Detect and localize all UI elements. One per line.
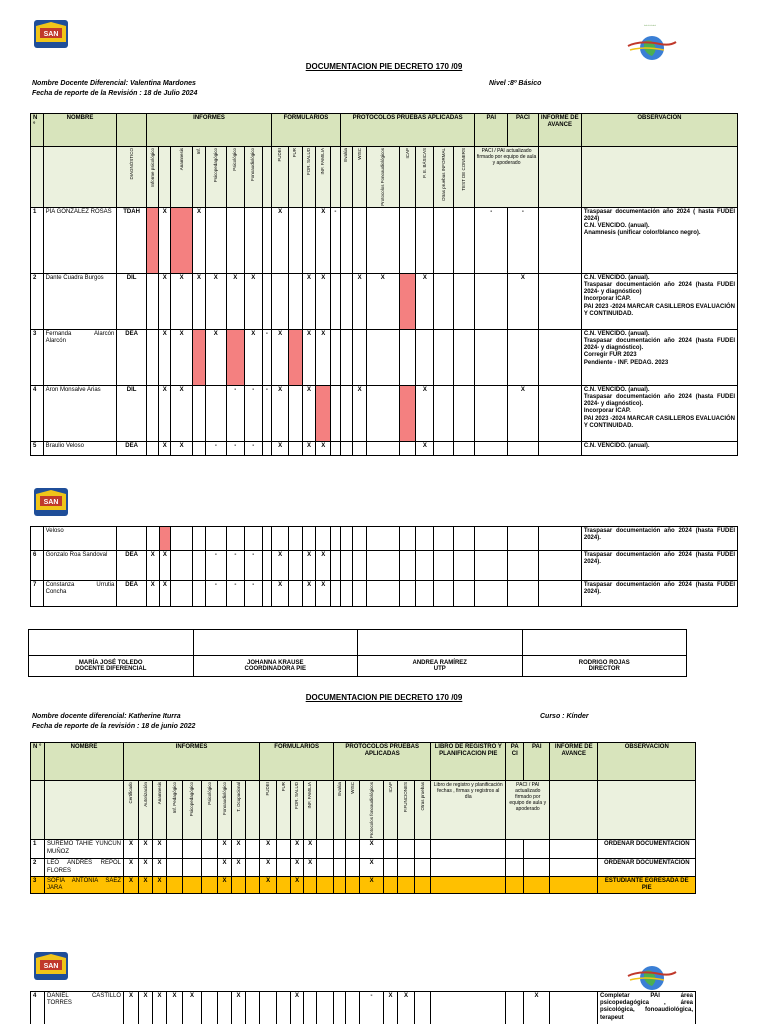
cell: X xyxy=(272,207,289,273)
student-name: DANIEL CASTILLO TORRES xyxy=(45,992,124,1024)
cell: X xyxy=(291,840,304,859)
cell: X xyxy=(366,273,399,329)
documentation-table-2: N ° NOMBRE INFORMES FORMULARIOS PROTOCOLOS PRUEBAS APLICADAS LIBRO DE REGISTRO Y PLANIFICACION PIE PA CI PAI INFORME DE AVANCE OBSERVACIÓN Certificado Autorización Anamnesis Inf. Pedagógico Psicopedagógico Psicológico Fonoaudiológico T. Ocupacional FUDEI FUR FOR. SALUD INF. FAMILIA Evalúa WISC Protocolos fonoaudiológicos ICAP P.FUNCIONES Otras pruebas Libro de registro y planificación fechas , firmas y registros al día PACI / PAI actualizado firmado por equipo de aula y apoderado 1 SUREMO TAHIE YUNCUN MUÑOZ X X X X X X X X X ORDENAR DOCUMENTACIÓN 2 LEO ANDRÉS REPOL FLORES X X X X X X X X X ORDENAR DOCUMENTACIÓN 3 SOFÍA ANTONIA SÁEZ JARA X X X X X X X ESTUDIANTE EGRESADA DE PIE xyxy=(30,742,696,894)
cell: X xyxy=(508,273,539,329)
cell: X xyxy=(302,441,316,455)
cell: X xyxy=(124,859,139,876)
cell: X xyxy=(153,992,167,1024)
signature-name: ANDREA RAMÍREZ xyxy=(412,660,467,666)
student-name: Fernanda Alarcón Alarcón xyxy=(43,329,117,385)
cell: X xyxy=(193,207,206,273)
table-row xyxy=(31,551,738,581)
cell: X xyxy=(205,329,226,385)
sub-diagnostico: DIAGNÓSTICO xyxy=(128,148,134,180)
cell: X xyxy=(302,273,316,329)
cell: 3 xyxy=(31,329,44,385)
cell: - xyxy=(475,207,508,273)
cell: X xyxy=(316,441,331,455)
sub-inf: Inf. xyxy=(195,148,201,155)
sub-pe-basicas: P. E. BÁSICAS xyxy=(421,148,427,178)
cell: X xyxy=(159,207,171,273)
cell: X xyxy=(153,840,167,859)
cell: X xyxy=(360,859,384,876)
cell: X xyxy=(218,840,232,859)
cell: X xyxy=(353,385,367,441)
cell: X xyxy=(272,441,289,455)
sub-protocolos-fono: Protocolos Fonoaudiológicos xyxy=(379,148,385,206)
col-paci: PACI xyxy=(508,114,539,147)
student-name: SOFÍA ANTONIA SÁEZ JARA xyxy=(45,876,124,893)
cell: X xyxy=(272,329,289,385)
documentation-table-1 xyxy=(30,113,738,456)
cell: ESTUDIANTE EGRESADA DE PIE xyxy=(598,876,696,893)
cell: - xyxy=(360,992,384,1024)
signature-name: RODRIGO ROJAS xyxy=(578,660,630,666)
cell: X xyxy=(124,840,139,859)
cell: - xyxy=(205,581,226,607)
cell: X xyxy=(232,840,246,859)
cell: X xyxy=(218,859,232,876)
cell: INFORME DE AVANCE xyxy=(550,743,598,781)
cell: X xyxy=(384,992,398,1024)
cell: X xyxy=(183,992,202,1024)
cell: X xyxy=(124,992,139,1024)
student-name: Constanza Urrutia Concha xyxy=(43,581,117,607)
cell: X xyxy=(260,859,277,876)
cell: ORDENAR DOCUMENTACIÓN xyxy=(598,859,696,876)
cell: X xyxy=(124,876,139,893)
col-protocolos: PROTOCOLOS PRUEBAS APLICADAS xyxy=(340,114,475,147)
diagnosis: TDAH xyxy=(117,207,146,273)
sub-fonoaudiologico: Fonoaudiológico xyxy=(250,148,256,182)
cell: X xyxy=(416,385,434,441)
cell: DEA xyxy=(117,329,146,385)
observation: C.N. VENCIDO. (anual). xyxy=(581,441,737,455)
cell: X xyxy=(171,329,193,385)
cell: X xyxy=(159,329,171,385)
doc-title-2: DOCUMENTACION PIE DECRETO 170 /09 xyxy=(305,693,463,702)
col-nombre: NOMBRE xyxy=(43,114,117,147)
cell: X xyxy=(416,273,434,329)
cell: Veloso xyxy=(43,527,117,551)
cell: X xyxy=(260,840,277,859)
school-crest-icon xyxy=(32,950,70,982)
cell: X xyxy=(302,551,316,581)
cell: X xyxy=(302,385,316,441)
cell: N ° xyxy=(31,743,45,781)
student-name: Aron Monsalve Arias xyxy=(43,385,117,441)
cell: - xyxy=(205,441,226,455)
cell: - xyxy=(226,385,244,441)
cell: - xyxy=(262,329,272,385)
signature-table: MARÍA JOSÉ TOLEDO DOCENTE DIFERENCIAL JOHANNA KRAUSE COORDINADORA PIE ANDREA RAMÍREZ UTP RODRIGO ROJAS DIRECTOR xyxy=(28,629,687,677)
cell: DEA xyxy=(117,581,147,607)
sub-anamnesis: Anamnesis xyxy=(178,148,184,171)
globe-logo-icon xyxy=(620,950,680,994)
cell: X xyxy=(508,385,539,441)
cell: 1 xyxy=(31,207,44,273)
col-formularios: FORMULARIOS xyxy=(272,114,340,147)
paci-note: PACI / PAI actualizado firmado por equipo de aula y apoderado xyxy=(476,148,537,166)
cell: X xyxy=(316,329,331,385)
cell: X xyxy=(416,441,434,455)
student-name: Dante Cuadra Burgos xyxy=(43,273,117,329)
report-date-2: Fecha de reporte de la revisión : 18 de junio 2022 xyxy=(32,723,196,730)
cell: - xyxy=(331,207,341,273)
cell: X xyxy=(159,385,171,441)
cell: X xyxy=(291,876,304,893)
cell: X xyxy=(146,581,159,607)
sub-evalua: Evalúa xyxy=(343,148,349,162)
cell: X xyxy=(260,876,277,893)
cell: - xyxy=(244,581,262,607)
student-name: Braulio Veloso xyxy=(43,441,117,455)
course: Curso : Kínder xyxy=(540,713,589,720)
cell: Traspasar documentación año 2024 (hasta FUDEI 2024). xyxy=(581,581,737,607)
table-row xyxy=(31,527,738,551)
cell: X xyxy=(302,329,316,385)
svg-text:SAN: SAN xyxy=(43,963,59,970)
documentation-table-1-cont xyxy=(30,526,738,607)
cell: X xyxy=(171,273,193,329)
cell: X xyxy=(171,441,193,455)
table-row xyxy=(31,840,696,859)
cell: X xyxy=(304,840,317,859)
cell: X xyxy=(226,273,244,329)
sub-icap: ICAP xyxy=(404,148,410,159)
cell: - xyxy=(226,581,244,607)
cell: X xyxy=(353,273,367,329)
sub-otras-pruebas: Otras pruebas INFORMAL xyxy=(440,148,446,202)
cell: X xyxy=(272,385,289,441)
doc-title: DOCUMENTACION PIE DECRETO 170 /09 xyxy=(305,62,463,71)
student-name: LEO ANDRÉS REPOL FLORES xyxy=(45,859,124,876)
cell: 2 xyxy=(31,859,45,876)
cell: X xyxy=(524,992,550,1024)
cell: X xyxy=(159,441,171,455)
sub-for-salud: FOR. SALUD xyxy=(306,148,312,176)
cell: 4 xyxy=(31,385,44,441)
cell: X xyxy=(291,859,304,876)
cell: X xyxy=(146,551,159,581)
cell: - xyxy=(244,551,262,581)
cell: X xyxy=(316,551,331,581)
cell: - xyxy=(226,551,244,581)
cell: 5 xyxy=(31,441,44,455)
cell: Traspasar documentación año 2024 (hasta FUDEI 2024). xyxy=(581,551,737,581)
cell: X xyxy=(244,329,262,385)
cell: X xyxy=(232,859,246,876)
cell: FORMULARIOS xyxy=(260,743,334,781)
col-avance: INFORME DE AVANCE xyxy=(538,114,581,147)
cell: NOMBRE xyxy=(45,743,124,781)
col-pai: PAI xyxy=(475,114,508,147)
svg-text:SAN: SAN xyxy=(43,31,59,38)
cell: 3 xyxy=(31,876,45,893)
cell: X xyxy=(139,876,153,893)
cell: PA CI xyxy=(506,743,524,781)
cell: X xyxy=(159,581,171,607)
cell: X xyxy=(205,273,226,329)
teacher-name: Nombre Docente Diferencial: Valentina Mardones xyxy=(32,80,196,87)
cell: 6 xyxy=(31,551,44,581)
cell: X xyxy=(193,273,206,329)
cell: - xyxy=(244,441,262,455)
cell: OBSERVACIÓN xyxy=(598,743,696,781)
svg-text:◦◦◦◦◦◦◦: ◦◦◦◦◦◦◦ xyxy=(643,23,657,29)
sub-inf-familia: INF. FAMILIA xyxy=(320,148,326,175)
cell: X xyxy=(232,992,246,1024)
school-crest-icon xyxy=(32,486,70,518)
table-row xyxy=(31,992,696,1024)
cell: - xyxy=(244,385,262,441)
student-name: Gonzalo Roa Sandoval xyxy=(43,551,117,581)
observation: C.N. VENCIDO. (anual). Traspasar documentación año 2024 (hasta FUDEI 2024- y diagnóstico). Corregir FUR 2023 Pendiente - INF. PEDAG. 2023 xyxy=(581,329,737,385)
cell: X xyxy=(139,992,153,1024)
cell: DIL xyxy=(117,273,146,329)
observation: C.N. VENCIDO. (anual). Traspasar documentación año 2024 (hasta FUDEI 2024- y diagnóstico). Incorporar ICAP. PAI 2023 -2024 MARCAR CASILLEROS EVALUACIÓN Y CONTINUIDAD. xyxy=(581,385,737,441)
sub-psicologico: Psicológico xyxy=(232,148,238,171)
cell: X xyxy=(360,876,384,893)
cell: - xyxy=(262,385,272,441)
level: Nivel :8º Básico xyxy=(489,80,542,87)
sub-wisc: WISC xyxy=(356,148,362,160)
globe-logo-icon xyxy=(620,20,680,64)
cell: INFORMES xyxy=(124,743,260,781)
teacher-name-2: Nombre docente diferencial: Katherine Iturra xyxy=(32,713,181,720)
cell: X xyxy=(171,385,193,441)
sub-test-conners: TEST DE CONNERS xyxy=(461,148,467,191)
cell: X xyxy=(167,992,183,1024)
cell: 1 xyxy=(31,840,45,859)
cell: X xyxy=(139,859,153,876)
cell: X xyxy=(244,273,262,329)
cell: - xyxy=(508,207,539,273)
cell: X xyxy=(302,581,316,607)
cell: X xyxy=(398,992,415,1024)
cell: - xyxy=(205,551,226,581)
cell: X xyxy=(316,581,331,607)
cell: - xyxy=(226,441,244,455)
table-row xyxy=(31,385,738,441)
signature-name: MARÍA JOSÉ TOLEDO xyxy=(78,660,143,666)
signature-name: JOHANNA KRAUSE xyxy=(247,660,304,666)
school-crest-icon xyxy=(32,18,70,50)
cell: ORDENAR DOCUMENTACIÓN xyxy=(598,840,696,859)
sub-fudei: FUDEI xyxy=(277,148,283,162)
cell: 4 xyxy=(31,992,45,1024)
cell: PROTOCOLOS PRUEBAS APLICADAS xyxy=(334,743,431,781)
documentation-table-2-cont xyxy=(30,991,696,1024)
cell: 7 xyxy=(31,581,44,607)
observation: C.N. VENCIDO. (anual). Traspasar documentación año 2024 (hasta FUDEI 2024- y diagnóstico) Incorporar ICAP. PAI 2023 -2024 MARCAR CASILLEROS EVALUACIÓN Y CONTINUIDAD. xyxy=(581,273,737,329)
table-row xyxy=(31,207,738,273)
table-row xyxy=(31,859,696,876)
cell: PAI xyxy=(524,743,550,781)
observation: Traspasar documentación año 2024 ( hasta FUDEI 2024) C.N. VENCIDO. (anual). Anamnesis (unificar color/blanco negro). xyxy=(581,207,737,273)
cell: X xyxy=(159,273,171,329)
student-name: SUREMO TAHIE YUNCUN MUÑOZ xyxy=(45,840,124,859)
cell: X xyxy=(272,551,289,581)
cell: X xyxy=(304,859,317,876)
table-row xyxy=(31,273,738,329)
col-n: N ° xyxy=(31,114,44,147)
cell: DEA xyxy=(117,441,146,455)
col-observacion: OBSERVACIÓN xyxy=(581,114,737,147)
cell: Traspasar documentación año 2024 (hasta FUDEI 2024). xyxy=(581,527,737,551)
svg-text:SAN: SAN xyxy=(43,499,59,506)
table-row xyxy=(31,876,696,893)
cell: X xyxy=(218,876,232,893)
cell: X xyxy=(153,876,167,893)
cell: 2 xyxy=(31,273,44,329)
cell: X xyxy=(159,551,171,581)
sub-psicopedagogico: Psicopedagógico xyxy=(212,148,218,183)
cell: X xyxy=(316,273,331,329)
cell: Completar PAI área psicopedagógica , área psicológica, fonoaudiológica, terapeut xyxy=(598,992,696,1024)
cell: X xyxy=(360,840,384,859)
cell: X xyxy=(272,581,289,607)
cell: X xyxy=(139,840,153,859)
sub-informe-psicologico: Informe psicológico xyxy=(149,148,155,187)
student-name: PÍA GONZÁLEZ ROSAS xyxy=(43,207,117,273)
col-informes: INFORMES xyxy=(146,114,271,147)
cell: DEA xyxy=(117,551,147,581)
cell: DIL xyxy=(117,385,146,441)
sub-fur: FUR xyxy=(292,148,298,158)
report-date: Fecha de reporte de la Revisión : 18 de Julio 2024 xyxy=(32,90,198,97)
table-row xyxy=(31,329,738,385)
cell: X xyxy=(316,207,331,273)
cell: LIBRO DE REGISTRO Y PLANIFICACION PIE xyxy=(431,743,506,781)
cell: X xyxy=(153,859,167,876)
table-row xyxy=(31,441,738,455)
cell: X xyxy=(291,992,304,1024)
table-row xyxy=(31,581,738,607)
